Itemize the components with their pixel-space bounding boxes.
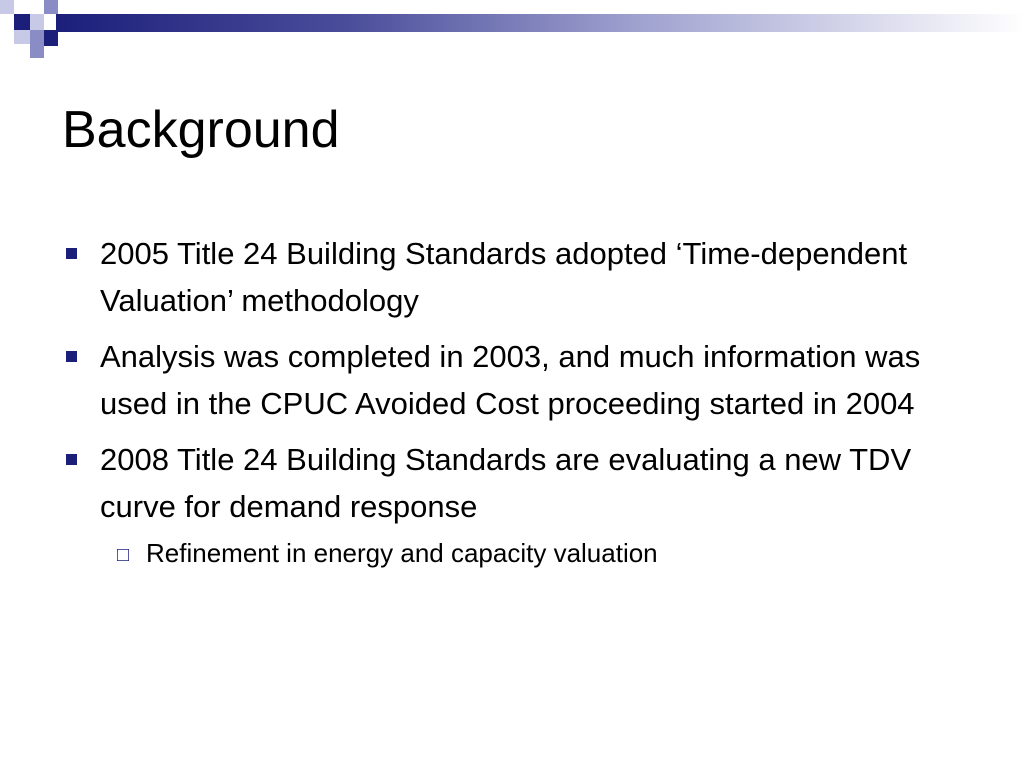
header-gradient-bar bbox=[56, 14, 1024, 32]
header-square-mid bbox=[30, 30, 44, 44]
filled-square-icon bbox=[66, 351, 77, 362]
slide-title: Background bbox=[62, 101, 340, 159]
header-square-mid bbox=[44, 0, 58, 14]
header-square-dark bbox=[14, 14, 30, 30]
header-square-light bbox=[14, 30, 30, 44]
bullet-list bbox=[66, 230, 966, 573]
header-square-dark bbox=[44, 30, 58, 46]
bullet-text: Analysis was completed in 2003, and much information was used in the CPUC Avoided Cost proceeding started in 2004 bbox=[100, 339, 921, 421]
bullet-text: 2008 Title 24 Building Standards are evaluating a new TDV curve for demand response bbox=[100, 442, 912, 524]
filled-square-icon bbox=[66, 454, 77, 465]
header-square-light bbox=[30, 14, 44, 30]
sub-bullet-text: Refinement in energy and capacity valuation bbox=[146, 538, 658, 568]
sub-bullet-item bbox=[66, 533, 966, 573]
header-decoration bbox=[0, 0, 1024, 64]
header-square-light bbox=[0, 0, 14, 14]
bullet-item bbox=[66, 333, 966, 427]
bullet-item bbox=[66, 230, 966, 324]
hollow-square-icon: □ bbox=[117, 544, 130, 566]
filled-square-icon bbox=[66, 248, 77, 259]
header-square-mid bbox=[30, 44, 44, 58]
bullet-item bbox=[66, 436, 966, 530]
bullet-text: 2005 Title 24 Building Standards adopted ‘Time-dependent Valuation’ methodology bbox=[100, 236, 908, 318]
